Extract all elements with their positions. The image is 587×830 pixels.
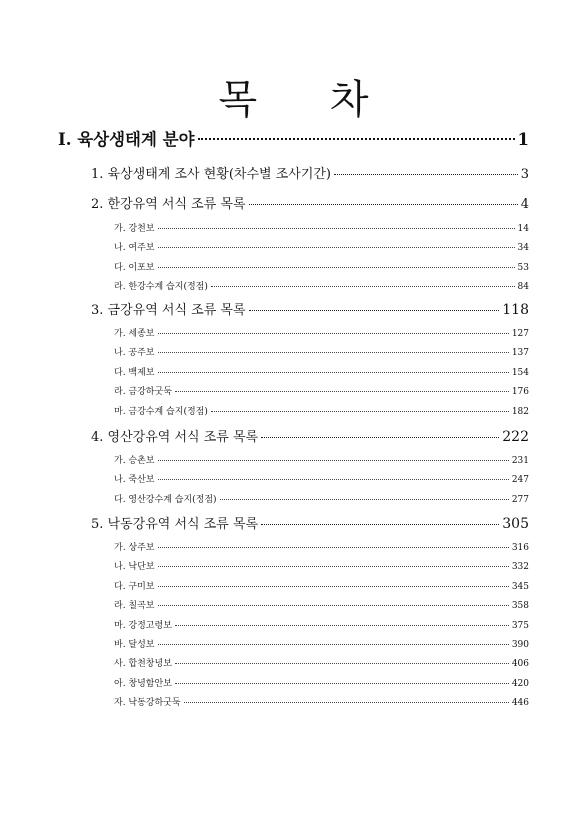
toc-item-page: 14 xyxy=(517,224,529,234)
toc-item-label: 마. 강정고령보 xyxy=(114,620,172,631)
toc-section-page: 305 xyxy=(502,516,529,532)
toc-item[interactable] xyxy=(114,656,529,669)
toc-section-4[interactable] xyxy=(91,426,529,445)
page-title: 목 차 xyxy=(218,77,399,123)
toc-item-page: 406 xyxy=(511,659,529,670)
toc-item-page: 332 xyxy=(511,562,529,573)
toc-item-page: 446 xyxy=(511,698,529,709)
toc-item[interactable] xyxy=(114,404,529,417)
dot-leader xyxy=(158,459,509,461)
dot-leader xyxy=(158,565,509,567)
dot-leader xyxy=(211,285,515,287)
toc-item-label: 바. 달성보 xyxy=(114,640,155,650)
toc-item-label: 다. 이포보 xyxy=(114,262,155,273)
toc-item-label: 라. 금강하굿둑 xyxy=(114,387,172,398)
toc-item[interactable] xyxy=(114,579,529,592)
dot-leader xyxy=(249,203,518,205)
toc-item-label: 가. 상주보 xyxy=(114,543,155,553)
dot-leader xyxy=(175,624,509,626)
toc-section-label: 3. 금강유역 서식 조류 목록 xyxy=(91,303,246,318)
toc-item-page: 345 xyxy=(511,581,529,592)
dot-leader xyxy=(220,498,509,500)
toc-item-page: 277 xyxy=(511,494,529,505)
toc-item-page: 127 xyxy=(511,329,529,339)
dot-leader xyxy=(175,662,509,664)
toc-item[interactable] xyxy=(114,384,529,397)
toc-item[interactable] xyxy=(114,618,529,631)
toc-item-page: 358 xyxy=(511,601,529,612)
toc-item[interactable] xyxy=(114,221,529,234)
toc-section-page: 118 xyxy=(502,302,529,318)
dot-leader xyxy=(158,246,515,248)
toc-item-page: 247 xyxy=(511,475,529,486)
dot-leader xyxy=(175,390,509,392)
toc-item[interactable] xyxy=(114,453,529,466)
toc-section-label: 4. 영산강유역 서식 조류 목록 xyxy=(91,430,259,445)
toc-section-page: 4 xyxy=(520,197,529,212)
toc-item-label: 자. 낙동강하굿둑 xyxy=(114,698,181,709)
toc-item-page: 231 xyxy=(511,456,529,466)
toc-item[interactable] xyxy=(114,492,529,505)
dot-leader xyxy=(334,173,518,175)
toc-part-page: 1 xyxy=(517,130,529,149)
toc-section-1[interactable] xyxy=(91,163,529,182)
dot-leader xyxy=(158,371,509,373)
dot-leader xyxy=(158,478,509,480)
toc-section-label: 1. 육상생태계 조사 현황(차수별 조사기간) xyxy=(91,167,332,182)
toc-item-page: 34 xyxy=(517,243,529,254)
toc-item-label: 다. 백제보 xyxy=(114,367,155,378)
toc-section-label: 5. 낙동강유역 서식 조류 목록 xyxy=(91,517,259,532)
dot-leader xyxy=(158,546,509,548)
toc-item[interactable] xyxy=(114,695,529,708)
dot-leader xyxy=(158,227,515,229)
toc-item-page: 316 xyxy=(511,543,529,553)
toc-item-label: 가. 강천보 xyxy=(114,224,155,234)
toc-section-label: 2. 한강유역 서식 조류 목록 xyxy=(91,197,246,212)
toc-item-page: 375 xyxy=(511,620,529,631)
toc-item-page: 53 xyxy=(517,262,529,273)
dot-leader xyxy=(158,332,509,334)
toc-item[interactable] xyxy=(114,540,529,553)
toc-item-label: 나. 죽산보 xyxy=(114,475,155,486)
toc-section-5[interactable] xyxy=(91,513,529,532)
toc-item[interactable] xyxy=(114,559,529,572)
toc-item[interactable] xyxy=(114,676,529,689)
toc-item[interactable] xyxy=(114,279,529,292)
toc-item-label: 라. 한강수계 습지(정점) xyxy=(114,282,208,293)
toc-item-label: 가. 승촌보 xyxy=(114,456,155,466)
dot-leader xyxy=(158,585,509,587)
dot-leader xyxy=(175,682,509,684)
toc-item[interactable] xyxy=(114,260,529,273)
toc-item-page: 137 xyxy=(511,348,529,359)
dot-leader xyxy=(211,410,509,412)
toc-part-1[interactable] xyxy=(58,126,529,150)
toc-item[interactable] xyxy=(114,365,529,378)
toc-item[interactable] xyxy=(114,472,529,485)
toc-item-label: 라. 칠곡보 xyxy=(114,601,155,612)
toc-item-label: 가. 세종보 xyxy=(114,329,155,339)
toc-item-label: 아. 창녕함안보 xyxy=(114,678,172,689)
toc-item-page: 176 xyxy=(511,387,529,398)
toc-item-page: 154 xyxy=(511,367,529,378)
toc-item[interactable] xyxy=(114,240,529,253)
toc-item-page: 420 xyxy=(511,678,529,689)
toc-item-label: 나. 낙단보 xyxy=(114,562,155,573)
toc-item[interactable] xyxy=(114,345,529,358)
toc-item-label: 나. 공주보 xyxy=(114,348,155,359)
toc-item-label: 다. 구미보 xyxy=(114,581,155,592)
dot-leader xyxy=(158,351,509,353)
dot-leader xyxy=(158,266,515,268)
dot-leader xyxy=(261,436,499,438)
dot-leader xyxy=(158,643,509,645)
dot-leader xyxy=(184,701,509,703)
toc-item-label: 마. 금강수계 습지(정점) xyxy=(114,406,208,417)
dot-leader xyxy=(249,309,500,311)
toc-item-page: 390 xyxy=(511,640,529,650)
dot-leader xyxy=(198,137,515,140)
toc-item-label: 사. 합천창녕보 xyxy=(114,659,172,670)
toc-part-label: Ⅰ. 육상생태계 분야 xyxy=(58,130,195,149)
toc-item-label: 다. 영산강수계 습지(정점) xyxy=(114,494,217,505)
toc-item-page: 84 xyxy=(517,282,529,293)
dot-leader xyxy=(158,604,509,606)
toc-section-3[interactable] xyxy=(91,299,529,318)
toc-item[interactable] xyxy=(114,598,529,611)
dot-leader xyxy=(261,523,499,525)
toc-section-page: 3 xyxy=(520,167,529,182)
toc-item-page: 182 xyxy=(511,406,529,417)
toc-section-2[interactable] xyxy=(91,193,529,212)
toc-item[interactable] xyxy=(114,326,529,339)
toc-section-page: 222 xyxy=(502,429,529,445)
toc-item[interactable] xyxy=(114,637,529,650)
toc-item-label: 나. 여주보 xyxy=(114,243,155,254)
